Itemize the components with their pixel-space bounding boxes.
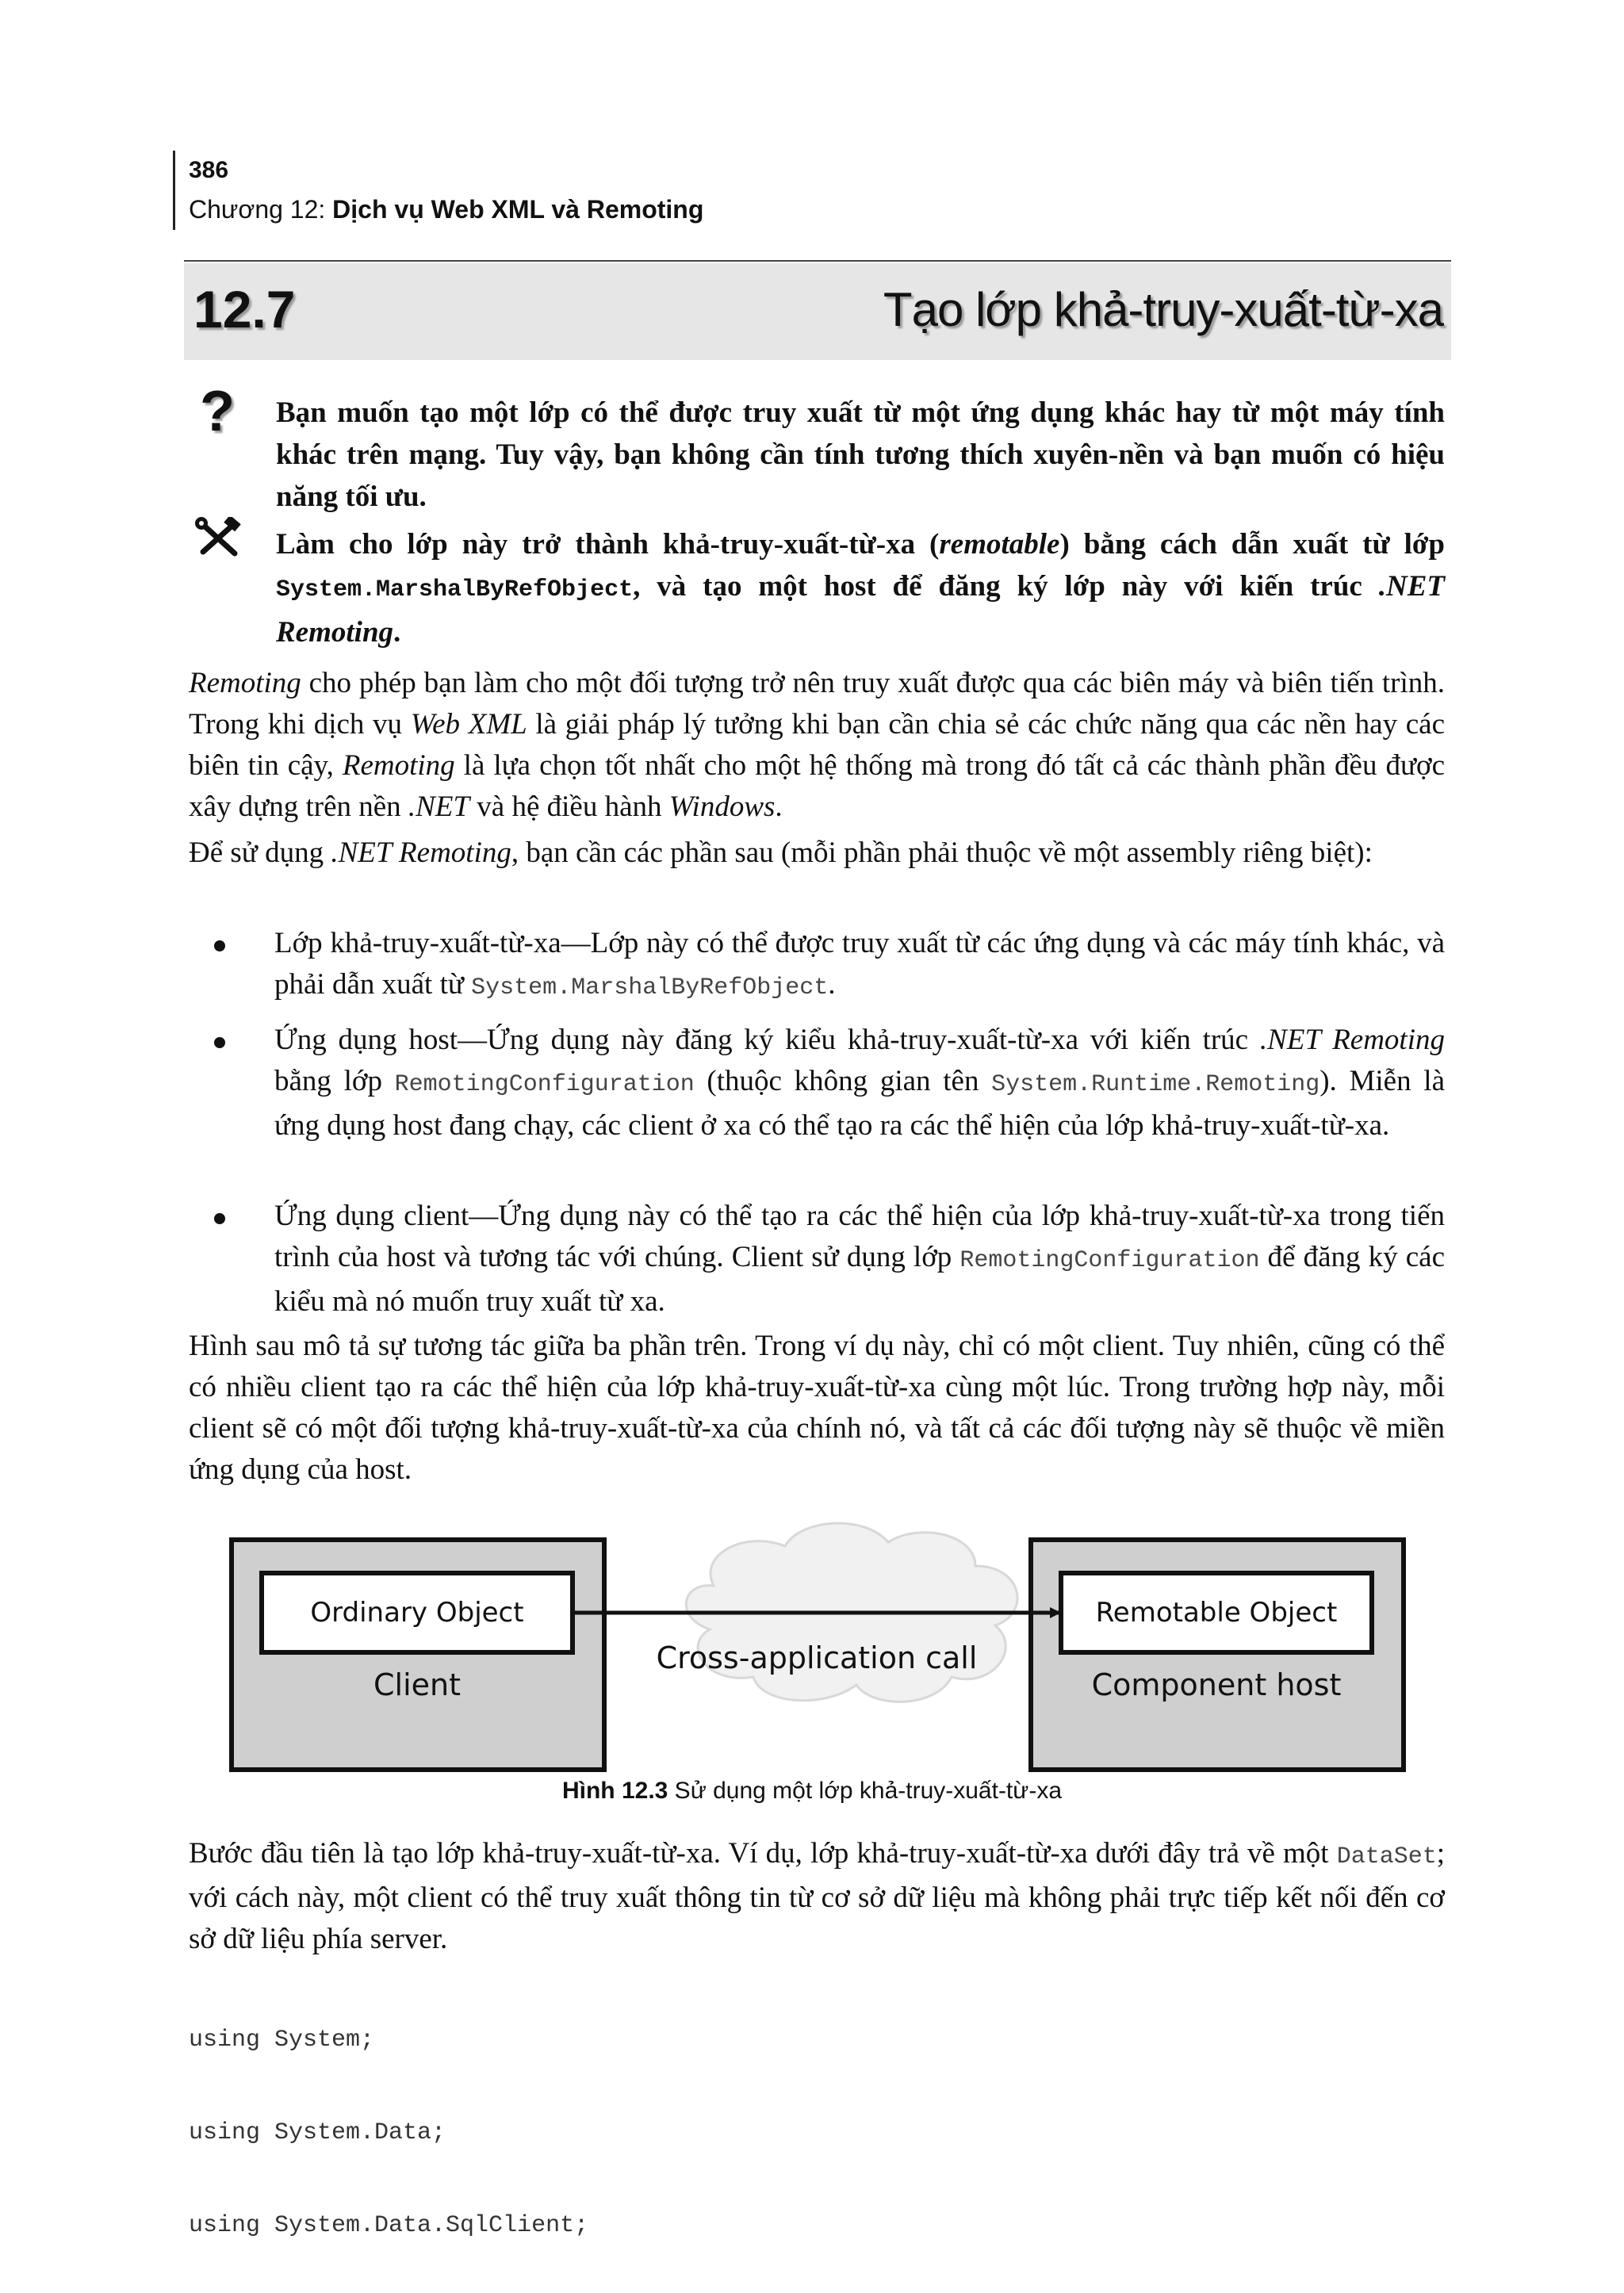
ordinary-object-label: Ordinary Object — [310, 1597, 524, 1629]
text: và hệ điều hành — [469, 790, 669, 823]
code-line: using System.Data.SqlClient; — [189, 2212, 589, 2239]
text: , bạn cần các phần sau (mỗi phần phải thuộc về một assembly riêng biệt): — [511, 836, 1373, 869]
term: Windows — [668, 790, 776, 823]
bullet-dot — [214, 940, 225, 951]
term: Web XML — [410, 708, 527, 741]
paragraph-remoting-intro — [189, 663, 1445, 828]
text: Để sử dụng — [189, 836, 331, 869]
inline-code: System.Runtime.Remoting — [991, 1071, 1320, 1098]
term: Remoting — [189, 667, 301, 699]
text: . — [828, 968, 836, 1001]
solution-text: , và tạo một host để đăng ký lớp này với kiến trúc — [633, 570, 1379, 603]
text: (thuộc không gian tên — [694, 1065, 992, 1097]
section-title: Tạo lớp khả-truy-xuất-từ-xa — [883, 283, 1443, 336]
solution-text: ) bằng cách dẫn xuất từ lớp — [1059, 528, 1445, 561]
problem-statement: Bạn muốn tạo một lớp có thể được truy xuất từ một ứng dụng khác hay từ một máy tính khác trên mạng. Tuy vậy, bạn không cần tính tương thích xuyên-nền và bạn muốn có hiệu năng tối ưu. — [276, 396, 1445, 513]
bullet-client-application — [274, 1196, 1445, 1323]
text: là giải pháp lý tưởng khi bạn cần chia sẻ các chức năng qua các nền hay các biên tin cậy, — [189, 708, 1445, 782]
inline-code: DataSet — [1336, 1843, 1437, 1870]
term: .NET — [408, 790, 470, 823]
figure-caption — [0, 1778, 1624, 1805]
client-label: Client — [373, 1667, 462, 1702]
inline-code: System.MarshalByRefObject — [471, 974, 829, 1001]
term: .NET Remoting — [1259, 1024, 1445, 1056]
section-title-bar — [184, 263, 1451, 360]
chapter-prefix: Chương 12: — [189, 195, 333, 224]
inline-code: RemotingConfiguration — [394, 1071, 695, 1098]
code-line: using System.Data; — [189, 2119, 446, 2146]
component-host-label: Component host — [1091, 1667, 1342, 1702]
page-number: 386 — [189, 157, 229, 183]
paragraph-first-step — [189, 1833, 1445, 1960]
tools-icon — [193, 517, 243, 562]
inline-code: RemotingConfiguration — [959, 1247, 1260, 1274]
solution-text: Làm cho lớp này trở thành khả-truy-xuất-từ-xa ( — [276, 528, 940, 561]
text: Bước đầu tiên là tạo lớp khả-truy-xuất-từ-xa. Ví dụ, lớp khả-truy-xuất-từ-xa dưới đây trả về một — [189, 1837, 1337, 1870]
remotable-object-label: Remotable Object — [1095, 1597, 1338, 1629]
cross-application-call-label: Cross-application call — [656, 1640, 978, 1675]
chapter-title: Dịch vụ Web XML và Remoting — [332, 195, 704, 224]
bullet-dot — [214, 1213, 225, 1224]
question-icon: ? — [200, 380, 235, 443]
chapter-heading — [189, 195, 703, 224]
text: Ứng dụng host—Ứng dụng này đăng ký kiểu khả-truy-xuất-từ-xa với kiến trúc — [274, 1024, 1260, 1056]
header-divider — [173, 151, 175, 230]
paragraph-requirements — [189, 833, 1445, 874]
code-listing — [189, 1963, 588, 2272]
text: để đăng ký các kiểu mà nó muốn truy xuất từ xa. — [274, 1241, 1445, 1318]
text: ). Miễn là ứng dụng host đang chạy, các client ở xa có thể tạo ra các thể hiện của lớp khả-truy-xuất-từ-xa. — [274, 1065, 1446, 1142]
bullet-remotable-class — [274, 923, 1445, 1009]
solution-text: . — [393, 616, 401, 649]
text: ; với cách này, một client có thể truy xuất thông tin từ cơ sở dữ liệu mà không phải trực tiếp kết nối đến cơ sở dữ liệu phía server. — [189, 1837, 1445, 1955]
bullet-dot — [214, 1037, 225, 1048]
term: .NET Remoting — [331, 836, 511, 869]
solution-term: remotable — [939, 528, 1060, 561]
text: là lựa chọn tốt nhất cho một hệ thống mà trong đó tất cả các thành phần đều được xây dựng trên nền — [189, 749, 1445, 823]
figure-caption-number: Hình 12.3 — [561, 1778, 668, 1804]
solution-statement — [276, 523, 1445, 653]
section-rule — [184, 260, 1451, 262]
figure-caption-text: Sử dụng một lớp khả-truy-xuất-từ-xa — [668, 1778, 1063, 1804]
text: bằng lớp — [274, 1065, 395, 1097]
term: Remoting — [342, 749, 455, 782]
bullet-host-application — [274, 1020, 1445, 1146]
code-line: using System; — [189, 2027, 375, 2054]
text: cho phép bạn làm cho một đối tượng trở nên truy xuất được qua các biên máy và biên tiến trình. Trong khi dịch vụ — [189, 667, 1445, 741]
solution-term: .NET Remoting — [276, 570, 1445, 649]
text: . — [775, 790, 783, 823]
text: Ứng dụng client—Ứng dụng này có thể tạo ra các thể hiện của lớp khả-truy-xuất-từ-xa trong tiến trình của host và tương tác với chúng. Client sử dụng lớp — [274, 1200, 1445, 1273]
text: Lớp khả-truy-xuất-từ-xa—Lớp này có thể được truy xuất từ các ứng dụng và các máy tính khác, và phải dẫn xuất từ — [274, 927, 1445, 1001]
paragraph-figure-intro: Hình sau mô tả sự tương tác giữa ba phần trên. Trong ví dụ này, chỉ có một client. Tuy nhiên, cũng có thể có nhiều client tạo ra các thể hiện của lớp khả-truy-xuất-từ-xa cùng một lúc. Trong trường hợp này, mỗi client sẽ có một đối tượng khả-truy-xuất-từ-xa của chính nó, và tất cả các đối tượng này sẽ thuộc về miền ứng dụng của host. — [189, 1330, 1445, 1486]
remoting-diagram — [0, 1506, 1624, 1776]
section-number: 12.7 — [193, 280, 296, 339]
solution-code: System.MarshalByRefObject — [276, 576, 634, 603]
